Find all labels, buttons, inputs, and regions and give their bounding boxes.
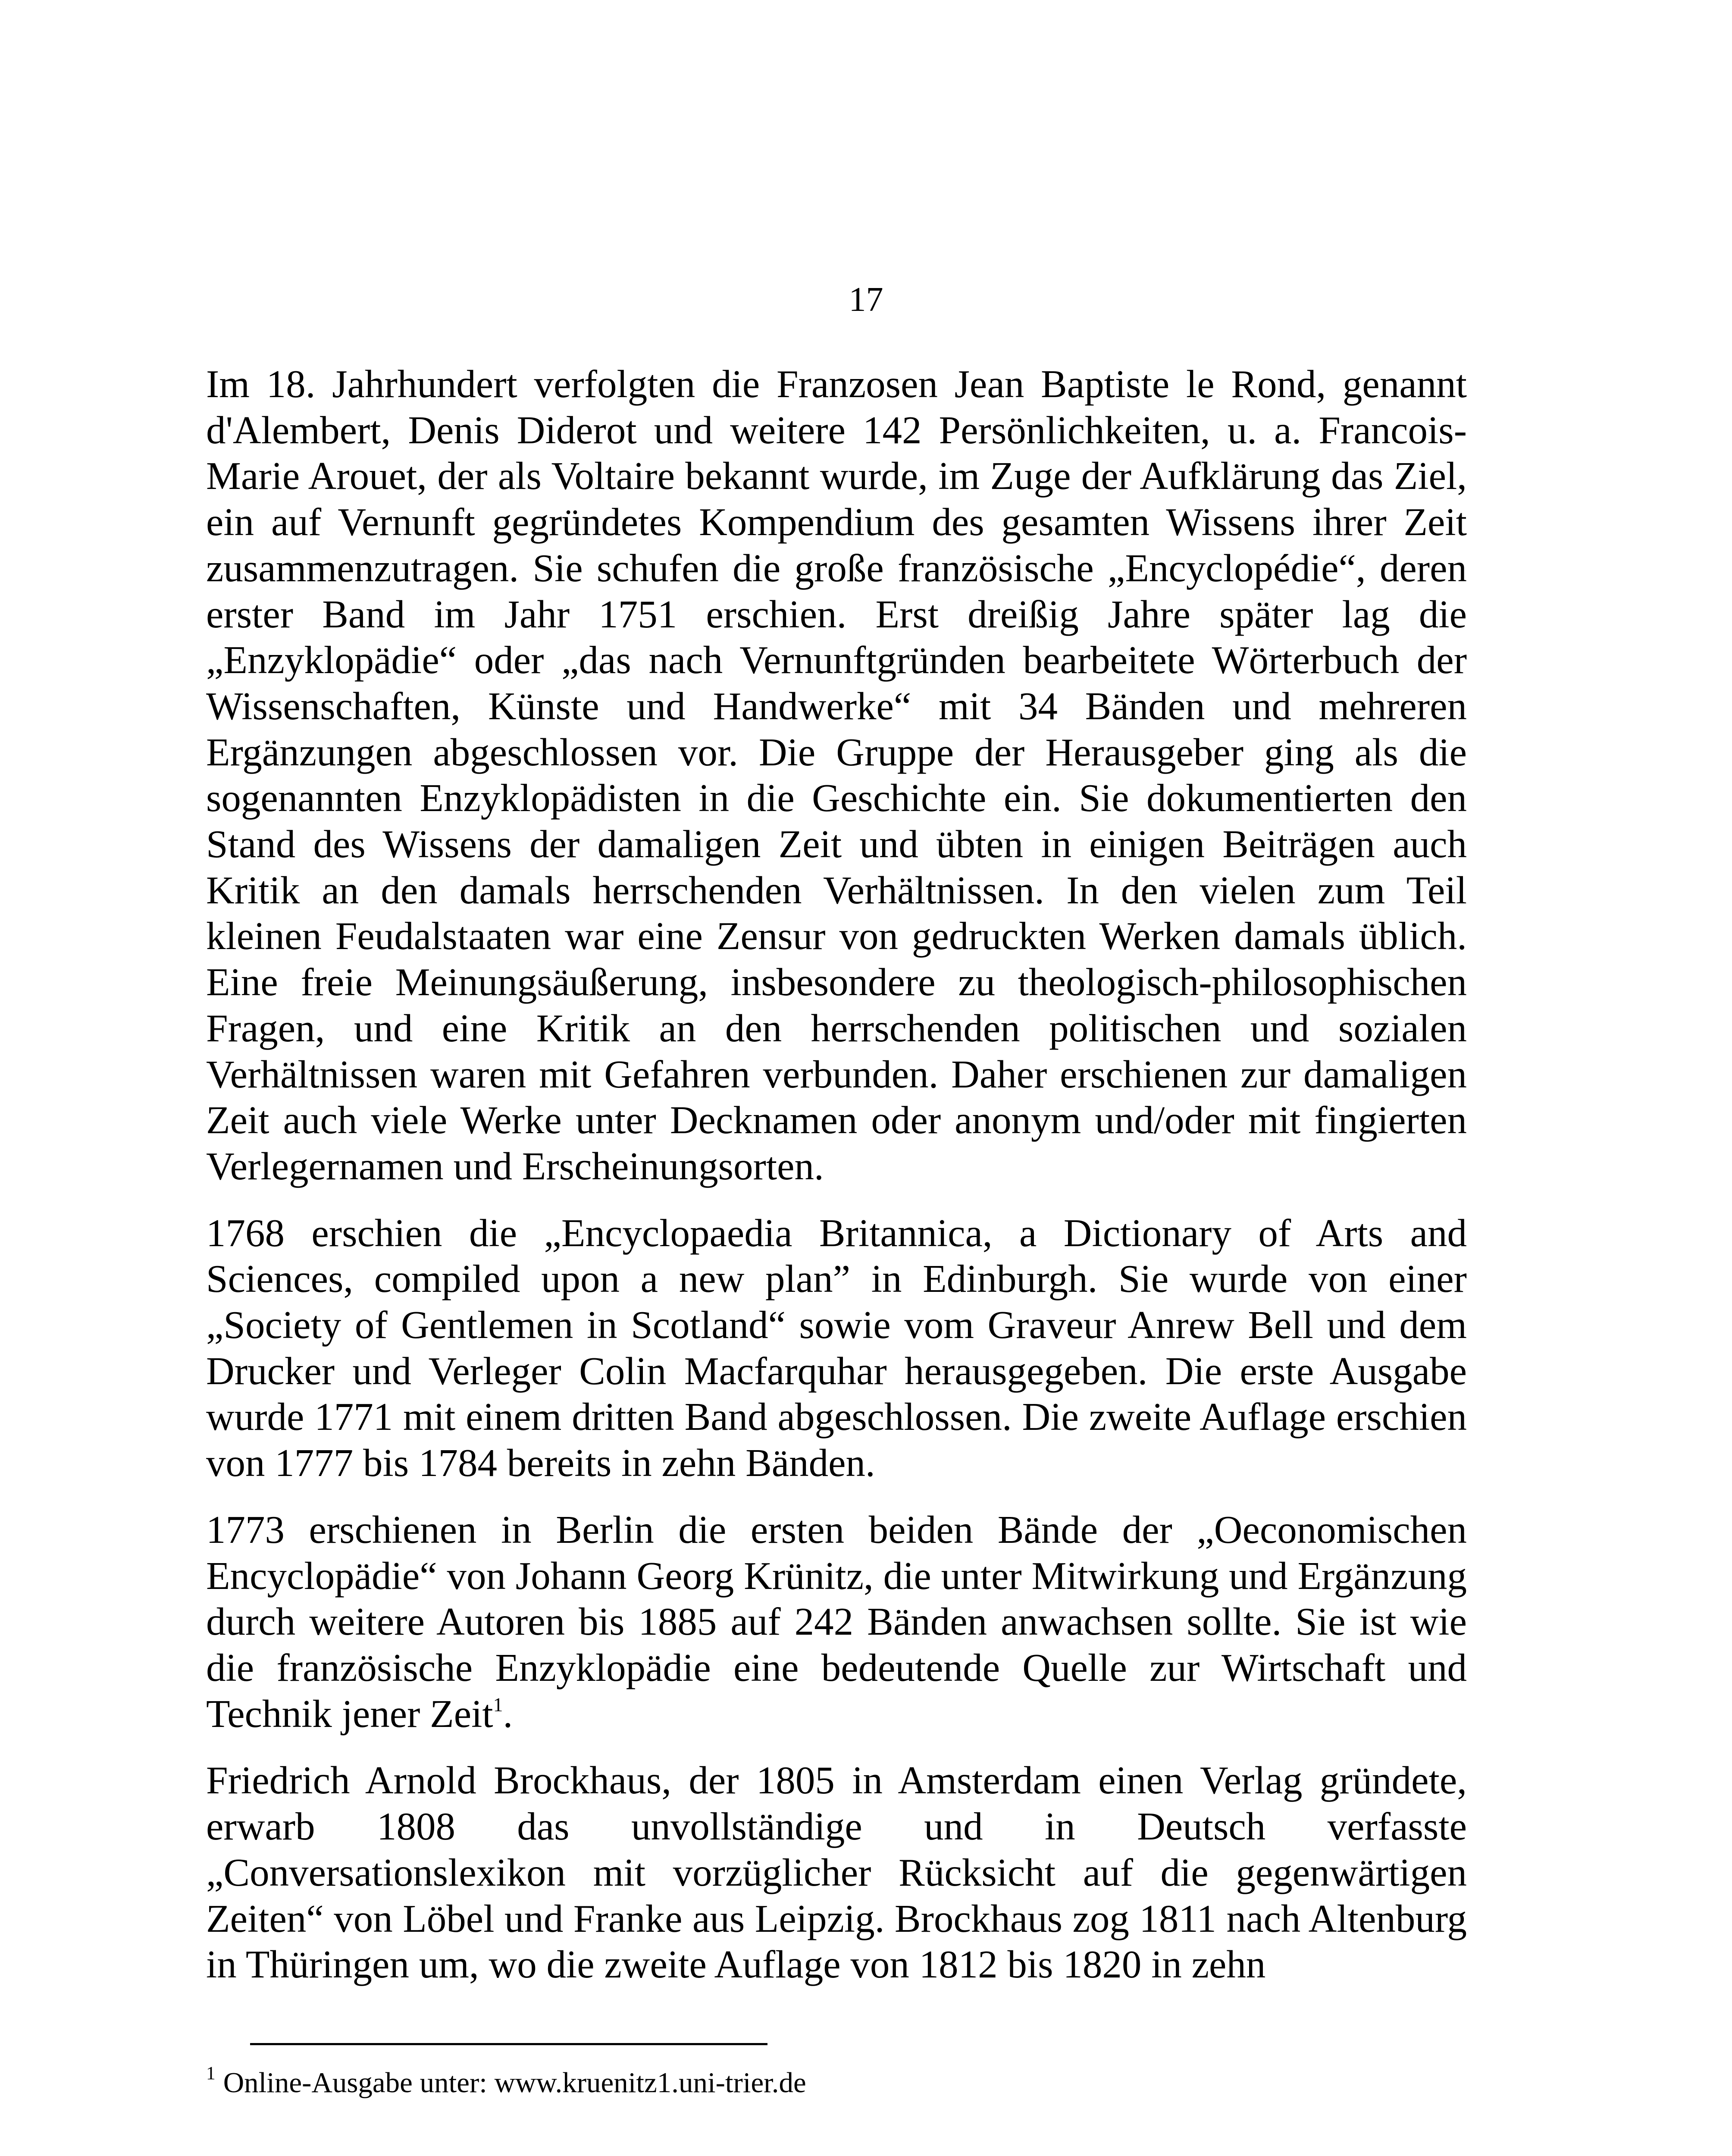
- footnote-text: Online-Ausgabe unter: www.kruenitz1.uni-trier.de: [223, 2067, 806, 2099]
- paragraph-britannica: 1768 erschien die „Encyclopaedia Britannica, a Dictionary of Arts and Sciences, compiled upon a new plan” in Edinburgh. Sie wurde von einer „Society of Gentlemen in Scotland“ sowie vom Graveur Anrew Bell und dem Drucker und Verleger Colin Macfarquhar herausgegeben. Die erste Ausgabe wurde 1771 mit einem dritten Band abgeschlossen. Die zweite Auflage erschien von 1777 bis 1784 bereits in zehn Bänden.: [206, 1211, 1467, 1485]
- paragraph-kruenitz-text: 1773 erschienen in Berlin die ersten beiden Bände der „Oeconomischen Encyclopädie“ von Johann Georg Krünitz, die unter Mitwirkung und Ergänzung durch weitere Autoren bis 1885 auf 242 Bänden anwachsen sollte. Sie ist wie die französische Enzyklopädie eine bedeutende Quelle zur Wirtschaft und Technik jener Zeit: [206, 1507, 1467, 1736]
- paragraph-encyclopedie: Im 18. Jahrhundert verfolgten die Franzosen Jean Baptiste le Rond, genannt d'Alembert, Denis Diderot und weitere 142 Persönlichkeiten, u. a. Francois-Marie Arouet, der als Voltaire bekannt wurde, im Zuge der Aufklärung das Ziel, ein auf Vernunft gegründetes Kompendium des gesamten Wissens ihrer Zeit zusammenzutragen. Sie schufen die große französische „Encyclopédie“, deren erster Band im Jahr 1751 erschien. Erst dreißig Jahre später lag die „Enzyklopädie“ oder „das nach Vernunftgründen bearbeitete Wörterbuch der Wissenschaften, Künste und Handwerke“ mit 34 Bänden und mehreren Ergänzungen abgeschlossen vor. Die Gruppe der Herausgeber ging als die sogenannten Enzyklopädisten in die Geschichte ein. Sie dokumentierten den Stand des Wissens der damaligen Zeit und übten in einigen Beiträgen auch Kritik an den damals herrschenden Verhältnissen. In den vielen zum Teil kleinen Feudalstaaten war eine Zensur von gedruckten Werken damals üblich. Eine freie Meinungsäußerung, insbesondere zu theologisch-philosophischen Fragen, und eine Kritik an den herrschenden politischen und sozialen Verhältnissen waren mit Gefahren verbunden. Daher erschienen zur damaligen Zeit auch viele Werke unter Decknamen oder anonym und/oder mit fingierten Verlegernamen und Erscheinungsorten.: [206, 362, 1467, 1188]
- page-number: 17: [849, 281, 883, 319]
- paragraph-brockhaus: Friedrich Arnold Brockhaus, der 1805 in Amsterdam einen Verlag gründete, erwarb 1808 das unvollständige und in Deutsch verfasste „Conversationslexikon mit vorzüglicher Rücksicht auf die gegenwärtigen Zeiten“ von Löbel und Franke aus Leipzig. Brockhaus zog 1811 nach Altenburg in Thüringen um, wo die zweite Auflage von 1812 bis 1820 in zehn: [206, 1758, 1467, 1987]
- footnote-separator: [250, 2043, 767, 2045]
- paragraph-kruenitz-tail: .: [503, 1692, 513, 1736]
- paragraph-kruenitz: [206, 1507, 1467, 1737]
- footnote: [206, 2062, 1467, 2100]
- body-text: [206, 361, 1467, 2009]
- footnote-marker: 1: [206, 2062, 216, 2084]
- footnote-reference: 1: [493, 1693, 503, 1716]
